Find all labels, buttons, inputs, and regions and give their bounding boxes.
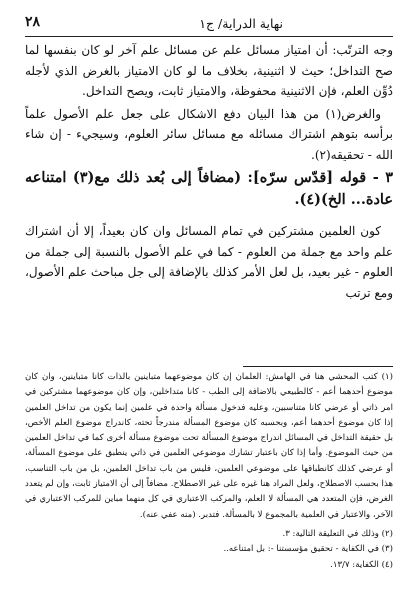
section-heading: ٣ - قوله [قدّس سرّه]: (مضافاً إلى بُعد ذلك مع(٣) امتناعه عادة... الخ)(٤). <box>25 169 393 208</box>
footnotes <box>25 370 393 573</box>
paragraph-3: كون العلمين مشتركين في تمام المسائل وان كان بعيداً، إلا أن اشتراك علم واحد مع جملة من العلوم - كما في علم الأصول بالنسبة إلى جملة من العلوم - غير بعيد، بل لعل الأمر كذلك بالإضافة إلى جل مباحث علم الأصول، ومع ترتب <box>25 224 393 300</box>
footnote-4: (٤) الكفاية: ١٣/٧. <box>330 559 393 570</box>
main-text <box>25 40 393 305</box>
footnote-1: (١) كتب المحشي هنا في الهامش: العلمان إن كان موضوعهما متباينين بالذات كانا متباينين، وان كان موضوع أحدهما أعم - كالطبيعي بالاضافة إلى الطب - كانا متداخلين، وإن كان موضوعهما مشتركين في امر ذاتي أو عرضي كانا متناسبين، وعليه فدخول مسألة واحدة في علمين إنما يكون من تداخل العلمين إذا كان موضوع أحدهما أعم، وبحسبه كان موضوع المسألة مندرجاً تحته، كاندراج موضوع العلم الأخص، بل حقيقة التداخل في المسائل اندراج موضوع المسألة تحت موضوع مسألة أخرى كما في تداخل العلمين من حيث الموضوع. وأما إذا كان باعتبار تشارك موضوعي العلمين في ذاتي ينطبق على موضوع المسألة، أو عرضي كذلك كانطباقها على موضوعي العلمين، فليس من باب تداخل العلمين، بل من باب التناسب، هذا بحسب الاصطلاح، ولعل المراد هنا غيره على غير الاصطلاح. مضافاً إلى أن الامتياز ثابت، وإن لم يتعدد الغرض، فإن المتعدد هي المسألة لا العلم، والمركب الاعتباري في كل منهما مباين للمركب الاعتباري في الآخر، والاعتبار في العلمية بالمجموع لا بالمسألة. فتدبر. (منه عفي عنه). <box>25 372 393 520</box>
paragraph-2: والغرض(١) من هذا البيان دفع الاشكال على جعل علم الأصول علماً برأسه بتوهم اشتراك مسائله مع مسائل سائر العلوم، وسيجيء - إن شاء الله - تحقيقه(٢). <box>25 106 393 162</box>
page-number: ٢٨ <box>25 14 41 30</box>
footnote-separator <box>243 366 393 367</box>
paragraph-1: وجه الترتّب: أن امتياز مسائل علم عن مسائل علم آخر لو كان بنفسها لما صح التداخل؛ حيث لا اثنينية، بخلاف ما لو كان الامتياز بالغرض الذي لأجله دُوِّن العلم، فإن الاثنينية محفوظة، والامتياز ثابت، ويصح التداخل. <box>25 43 393 98</box>
footnote-2: (٢) وذلك في التعليقة التالية: ٣. <box>282 528 393 539</box>
page-header <box>25 14 393 37</box>
running-title: نهاية الدراية/ ج١ <box>199 16 283 31</box>
footnote-3: (٣) في الكفاية - تحقيق مؤسستنا -: بل امتناعه.. <box>223 544 393 555</box>
